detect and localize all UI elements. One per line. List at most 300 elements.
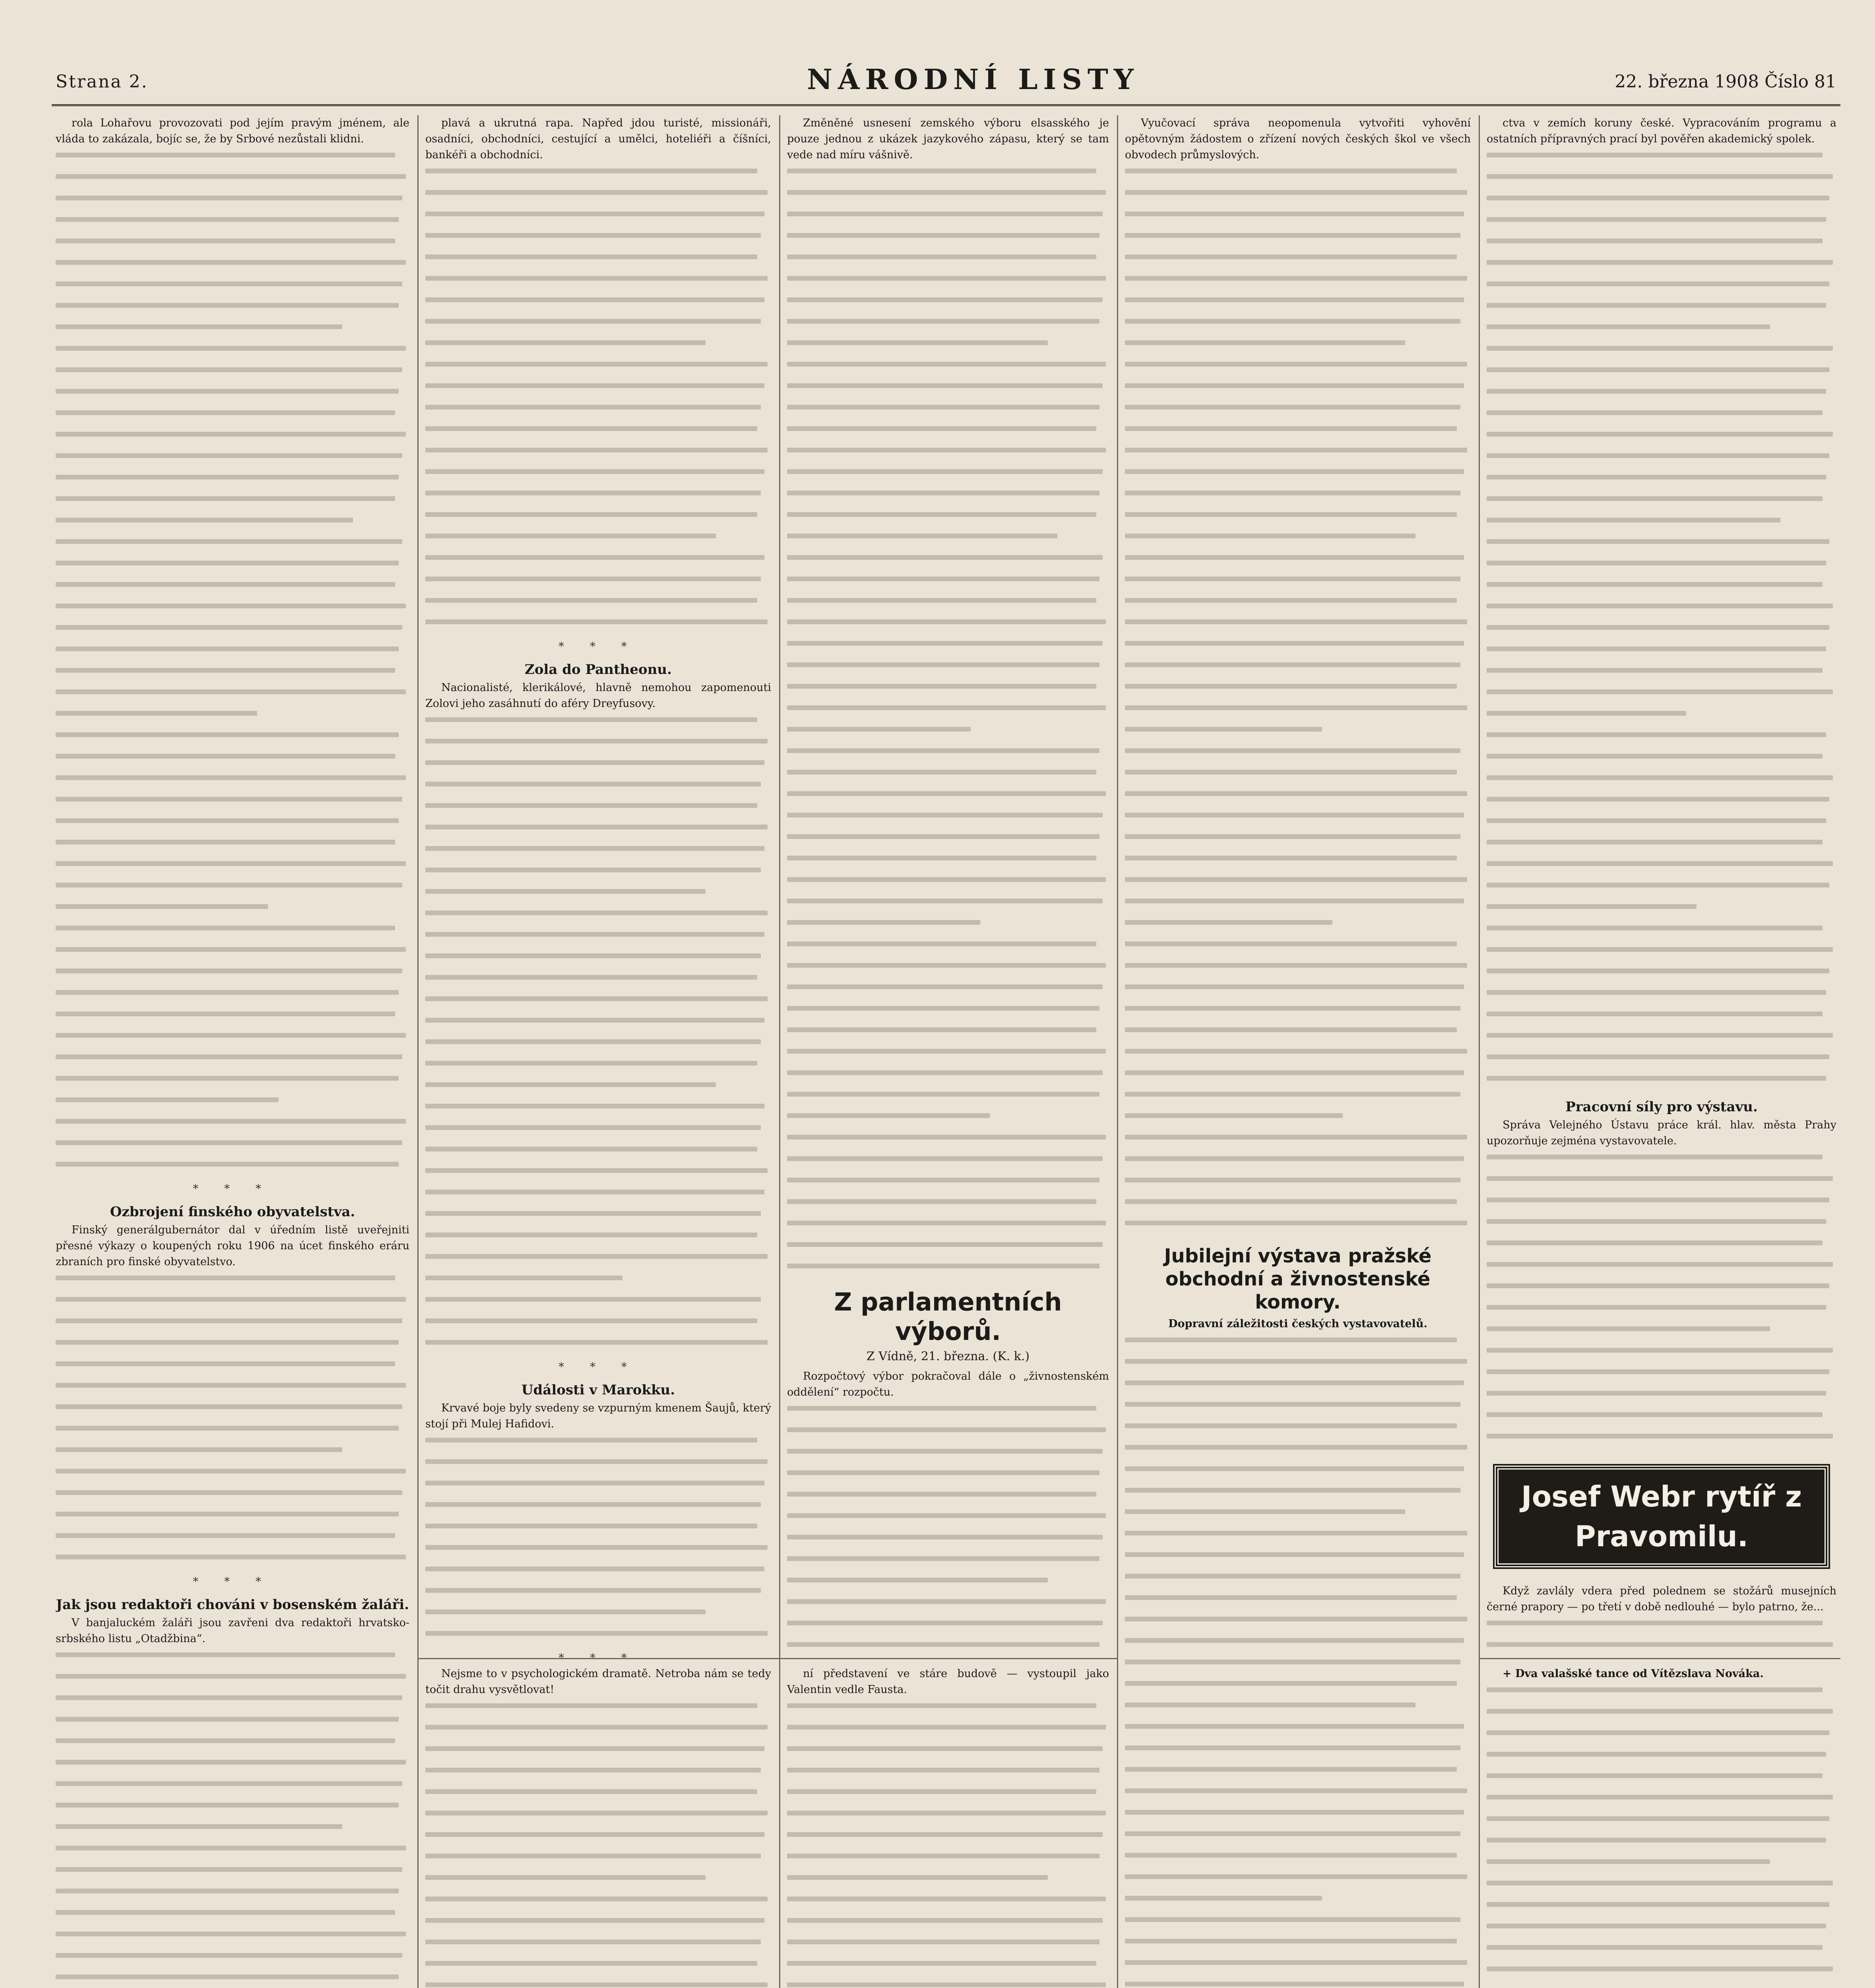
lower-middle-block: [787, 1666, 1109, 1988]
text-line: [1487, 1924, 1836, 1939]
text-line: [787, 190, 1109, 206]
text-line: [1487, 1945, 1836, 1961]
header-rule: [52, 104, 1840, 106]
text-line: [425, 1631, 771, 1647]
text-line: [56, 1533, 409, 1549]
text-line: [787, 1513, 1109, 1529]
illegible-text-lines: [1125, 1338, 1471, 1988]
text-line: [56, 926, 409, 942]
text-line: [56, 840, 409, 856]
article-lead: Změněné usnesení zemského výboru elsasského je pouze jednou z ukázek jazykového zápasu, který se tam vede nad míru vášnivě.: [787, 117, 1109, 161]
text-line: [56, 1033, 409, 1049]
text-line: [56, 947, 409, 963]
text-line: [1487, 389, 1836, 405]
text-line: [787, 491, 1109, 507]
article-lead: Když zavlály vdera před polednem se stožárů musejních černé prapory — po třetí v době nedlouhé — bylo patrno, že...: [1487, 1585, 1836, 1613]
text-line: [787, 770, 1109, 786]
page-number: Strana 2.: [56, 72, 148, 92]
text-line: [1125, 1574, 1471, 1590]
text-line: [1487, 604, 1836, 619]
text-line: [56, 260, 409, 276]
text-line: [1125, 856, 1471, 872]
text-line: [1487, 969, 1836, 984]
column-2: [425, 115, 771, 1658]
text-line: [56, 1867, 409, 1883]
article-title: Z parlamentních výborů.: [834, 1287, 1062, 1346]
text-line: [787, 705, 1109, 721]
text-line: [56, 1276, 409, 1291]
text-line: [425, 1768, 771, 1784]
text-line: [787, 1535, 1109, 1551]
text-line: [56, 1404, 409, 1420]
text-line: [787, 641, 1109, 657]
text-line: [787, 1178, 1109, 1194]
text-line: [1487, 775, 1836, 791]
text-line: [1125, 1638, 1471, 1654]
text-line: [1125, 1595, 1471, 1611]
text-line: [1487, 1241, 1836, 1256]
text-line: [1487, 282, 1836, 297]
text-line: [56, 1340, 409, 1356]
text-line: [425, 491, 771, 507]
column-5: [1487, 115, 1836, 1658]
text-line: [1125, 770, 1471, 786]
text-line: [1487, 561, 1836, 577]
text-line: [56, 282, 409, 297]
text-line: [787, 1070, 1109, 1086]
text-line: [425, 1061, 771, 1077]
text-line: [56, 1119, 409, 1135]
text-line: [1125, 727, 1471, 743]
text-line: [1487, 1348, 1836, 1364]
text-line: [787, 426, 1109, 442]
article-lead: ctva v zemích koruny české. Vypracováním programu a ostatních přípravných prací byl pověřen akademický spolek.: [1487, 117, 1836, 145]
text-line: [56, 1097, 409, 1113]
text-line: [1487, 1709, 1836, 1725]
text-line: [1125, 1767, 1471, 1783]
text-line: [1487, 1434, 1836, 1450]
text-line: [1125, 534, 1471, 549]
text-line: [787, 1199, 1109, 1215]
text-line: [1487, 1881, 1836, 1897]
text-line: [787, 1642, 1109, 1658]
text-line: [1125, 1681, 1471, 1697]
text-line: [787, 276, 1109, 292]
text-line: [1487, 1902, 1836, 1918]
illegible-text-lines: [56, 1276, 409, 1571]
illegible-text-lines: [425, 169, 771, 635]
text-line: [56, 604, 409, 619]
notice-title: + Dva valašské tance od Vítězslava Nováka.: [1503, 1668, 1764, 1680]
text-line: [1487, 1283, 1836, 1299]
text-line: [56, 1652, 409, 1668]
article: [425, 115, 771, 654]
text-line: [56, 1490, 409, 1506]
illegible-text-lines: [425, 1703, 771, 1988]
text-line: [1487, 947, 1836, 963]
article-lead: ní představení ve stáre budově — vystoupil jako Valentin vedle Fausta.: [787, 1668, 1109, 1696]
text-line: [787, 834, 1109, 850]
text-line: [1487, 1033, 1836, 1049]
text-line: [1125, 297, 1471, 313]
text-line: [425, 1297, 771, 1313]
text-line: [425, 996, 771, 1012]
text-line: [1487, 1326, 1836, 1342]
text-line: [1487, 1687, 1836, 1703]
text-line: [56, 410, 409, 426]
text-line: [425, 233, 771, 249]
text-line: [56, 689, 409, 705]
article: [787, 1666, 1109, 1988]
text-line: [425, 1502, 771, 1518]
text-line: [1487, 711, 1836, 727]
text-line: [425, 1524, 771, 1540]
text-line: [56, 217, 409, 233]
article: [1487, 1099, 1836, 1450]
article-title: Události v Marokku.: [521, 1382, 675, 1398]
illegible-text-lines: [1487, 1621, 1836, 1658]
text-line: [787, 598, 1109, 614]
text-line: [1487, 625, 1836, 641]
column-divider: [417, 115, 419, 1988]
text-line: [425, 932, 771, 948]
text-line: [1125, 1703, 1471, 1718]
text-line: [425, 512, 771, 528]
article: [1487, 1583, 1836, 1658]
text-line: [1125, 641, 1471, 657]
text-line: [787, 555, 1109, 571]
text-line: [1487, 883, 1836, 899]
notice: [1487, 1666, 1836, 1982]
text-line: [787, 856, 1109, 872]
text-line: [425, 1961, 771, 1977]
text-line: [1125, 1466, 1471, 1482]
text-line: [1125, 1939, 1471, 1955]
text-line: [787, 662, 1109, 678]
text-line: [787, 1725, 1109, 1741]
text-line: [425, 1276, 771, 1291]
article-lead: Krvavé boje byly svedeny se vzpurným kmenem Šaujů, který stojí při Mulej Hafidovi.: [425, 1402, 771, 1430]
text-line: [787, 1449, 1109, 1465]
text-line: [787, 1918, 1109, 1934]
text-line: [787, 1854, 1109, 1870]
text-line: [1487, 1198, 1836, 1213]
article-title: Jak jsou redaktoři chováni v bosenském žaláři.: [56, 1597, 409, 1613]
text-line: [425, 868, 771, 883]
text-line: [1125, 1917, 1471, 1933]
text-line: [787, 1092, 1109, 1108]
text-line: [1487, 1752, 1836, 1768]
text-line: [787, 233, 1109, 249]
text-line: [1125, 577, 1471, 592]
text-line: [56, 1140, 409, 1156]
text-line: [56, 1846, 409, 1862]
text-line: [425, 760, 771, 776]
text-line: [1487, 904, 1836, 920]
article-title: Pracovní síly pro výstavu.: [1565, 1099, 1758, 1115]
text-line: [1487, 926, 1836, 942]
text-line: [787, 1832, 1109, 1848]
text-line: [787, 297, 1109, 313]
text-line: [1125, 1788, 1471, 1804]
text-line: [1125, 1049, 1471, 1065]
text-line: [56, 239, 409, 254]
text-line: [56, 1426, 409, 1442]
page-header: [52, 60, 1840, 103]
text-line: [1487, 153, 1836, 169]
text-line: [425, 1168, 771, 1184]
text-line: [787, 212, 1109, 227]
text-line: [56, 1717, 409, 1733]
text-line: [56, 174, 409, 190]
text-line: [425, 1039, 771, 1055]
text-line: [787, 748, 1109, 764]
text-line: [1487, 582, 1836, 598]
text-line: [1487, 1219, 1836, 1235]
text-line: [425, 953, 771, 969]
text-line: [425, 297, 771, 313]
text-line: [1125, 340, 1471, 356]
text-line: [56, 646, 409, 662]
text-line: [425, 1254, 771, 1270]
masthead-title: NÁRODNÍ LISTY: [807, 63, 1139, 96]
text-line: [787, 1156, 1109, 1172]
text-line: [1487, 1795, 1836, 1811]
text-line: [1487, 1076, 1836, 1092]
article-title: Ozbrojení finského obyvatelstva.: [110, 1204, 355, 1220]
text-line: [56, 1469, 409, 1485]
text-line: [1125, 1724, 1471, 1740]
text-line: [1125, 319, 1471, 335]
text-line: [425, 169, 771, 184]
text-line: [425, 1438, 771, 1454]
text-line: [1125, 1178, 1471, 1194]
text-line: [1125, 1552, 1471, 1568]
article-lead: Nejsme to v psychologickém dramatě. Netroba nám se tedy točit drahu vysvětlovat!: [425, 1668, 771, 1696]
text-line: [425, 598, 771, 614]
text-line: [425, 1318, 771, 1334]
text-line: [425, 1897, 771, 1912]
illegible-text-lines: [425, 1438, 771, 1647]
column-divider: [779, 115, 780, 1988]
text-line: [1125, 942, 1471, 957]
text-line: [425, 426, 771, 442]
text-line: [1125, 1810, 1471, 1826]
text-line: [787, 512, 1109, 528]
article-title: Jubilejní výstava pražské obchodní a živnostenské komory.: [1164, 1245, 1432, 1313]
text-line: [787, 469, 1109, 485]
text-line: [1125, 276, 1471, 292]
text-line: [787, 727, 1109, 743]
text-line: [425, 362, 771, 378]
text-line: [56, 1910, 409, 1926]
text-line: [1125, 619, 1471, 635]
text-line: [787, 383, 1109, 399]
text-line: [1487, 990, 1836, 1006]
text-line: [787, 254, 1109, 270]
column-4: [1125, 115, 1471, 1988]
text-line: [425, 1340, 771, 1356]
dateline: Z Vídně, 21. března. (K. k.): [866, 1349, 1030, 1363]
text-line: [1125, 169, 1471, 184]
text-line: [787, 791, 1109, 807]
text-line: [1125, 1896, 1471, 1912]
illegible-text-lines: [1487, 1155, 1836, 1450]
text-line: [1487, 1412, 1836, 1428]
text-line: [56, 496, 409, 512]
text-line: [425, 825, 771, 841]
text-line: [787, 1897, 1109, 1912]
obituary-banner: Josef Webr rytíř z Pravomilu.: [1495, 1466, 1828, 1567]
text-line: [787, 1221, 1109, 1237]
text-line: [1125, 684, 1471, 700]
text-line: [56, 1054, 409, 1070]
text-line: [1125, 1853, 1471, 1869]
article-lead: Nacionalisté, klerikálové, hlavně nemohou zapomenouti Zolovi jeho zasáhnutí do aféry Dreyfusovy.: [425, 681, 771, 710]
text-line: [787, 1135, 1109, 1151]
text-line: [1125, 469, 1471, 485]
text-line: [425, 1147, 771, 1163]
text-line: [56, 797, 409, 813]
column-3: [787, 115, 1109, 1658]
date-issue: 22. března 1908 Číslo 81: [1615, 72, 1836, 92]
text-line: [1487, 453, 1836, 469]
text-line: [56, 1674, 409, 1690]
lower-left-block: [425, 1666, 771, 1988]
text-line: [1487, 1967, 1836, 1982]
text-line: [425, 1567, 771, 1582]
text-line: [425, 1939, 771, 1955]
text-line: [56, 303, 409, 319]
text-line: [787, 1492, 1109, 1508]
text-line: [1125, 1338, 1471, 1353]
text-line: [787, 319, 1109, 335]
text-line: [1487, 1262, 1836, 1278]
text-line: [1487, 732, 1836, 748]
text-line: [56, 1932, 409, 1947]
text-line: [787, 1578, 1109, 1594]
text-line: [56, 1803, 409, 1819]
text-line: [56, 1738, 409, 1754]
text-line: [787, 1427, 1109, 1443]
text-line: [1125, 598, 1471, 614]
text-line: [425, 846, 771, 862]
text-line: [787, 1811, 1109, 1827]
text-line: [425, 1832, 771, 1848]
text-line: [425, 340, 771, 356]
text-line: [1125, 1745, 1471, 1761]
text-line: [1487, 410, 1836, 426]
text-line: [787, 534, 1109, 549]
text-line: [425, 717, 771, 733]
lower-right-block: [1487, 1666, 1836, 1988]
text-line: [1125, 233, 1471, 249]
illegible-text-lines: [425, 717, 771, 1356]
text-line: [1125, 1660, 1471, 1675]
text-line: [425, 803, 771, 819]
text-line: [425, 739, 771, 755]
illegible-text-lines: [56, 153, 409, 1178]
text-line: [425, 619, 771, 635]
text-line: [1487, 539, 1836, 555]
text-line: [787, 1470, 1109, 1486]
text-line: [1125, 1831, 1471, 1847]
text-line: [425, 534, 771, 549]
text-line: [1487, 797, 1836, 813]
text-line: [1125, 1359, 1471, 1375]
text-line: [1125, 748, 1471, 764]
text-line: [56, 1076, 409, 1092]
text-line: [1125, 491, 1471, 507]
text-line: [787, 619, 1109, 635]
separator-stars: * * *: [558, 1360, 638, 1373]
article: [56, 115, 409, 1197]
text-line: [787, 1242, 1109, 1258]
text-line: [56, 775, 409, 791]
text-line: [1487, 689, 1836, 705]
text-line: [787, 1768, 1109, 1784]
text-line: [425, 1811, 771, 1827]
text-line: [1487, 1621, 1836, 1637]
text-line: [56, 346, 409, 362]
text-line: [56, 1555, 409, 1571]
text-line: [787, 362, 1109, 378]
article: [1125, 115, 1471, 1237]
text-line: [425, 190, 771, 206]
text-line: [56, 668, 409, 684]
text-line: [56, 518, 409, 534]
text-line: [1487, 1155, 1836, 1171]
text-line: [56, 153, 409, 169]
article: [425, 662, 771, 1375]
text-line: [425, 1918, 771, 1934]
text-line: [1125, 1156, 1471, 1172]
text-line: [425, 1588, 771, 1604]
text-line: [56, 732, 409, 748]
text-line: [425, 1854, 771, 1870]
column-1: [56, 115, 409, 1988]
text-line: [1125, 1380, 1471, 1396]
text-line: [56, 561, 409, 577]
text-line: [1125, 1070, 1471, 1086]
text-line: [56, 1447, 409, 1463]
article: [787, 1369, 1109, 1658]
text-line: [787, 1621, 1109, 1637]
text-line: [425, 1875, 771, 1891]
article: [56, 1204, 409, 1590]
text-line: [787, 1264, 1109, 1279]
text-line: [425, 1125, 771, 1141]
text-line: [425, 782, 771, 798]
article-lead: Rozpočtový výbor pokračoval dále o „živnostenském oddělení“ rozpočtu.: [787, 1370, 1109, 1398]
text-line: [425, 1018, 771, 1034]
text-line: [1487, 1773, 1836, 1789]
text-line: [1487, 239, 1836, 254]
text-line: [1487, 1859, 1836, 1875]
text-line: [1487, 496, 1836, 512]
text-line: [425, 1703, 771, 1719]
text-line: [56, 1760, 409, 1776]
text-line: [1487, 818, 1836, 834]
text-line: [1125, 1960, 1471, 1976]
text-line: [425, 1233, 771, 1248]
text-line: [787, 684, 1109, 700]
text-line: [1125, 1113, 1471, 1129]
text-line: [787, 1875, 1109, 1891]
text-line: [787, 1599, 1109, 1615]
text-line: [425, 1725, 771, 1741]
article-lead: Finský generálgubernátor dal v úředním listě uveřejniti přesné výkazy o koupených roku 1906 na úcet finského eráru zbraních pro finské obyvatelstvo.: [56, 1224, 409, 1268]
